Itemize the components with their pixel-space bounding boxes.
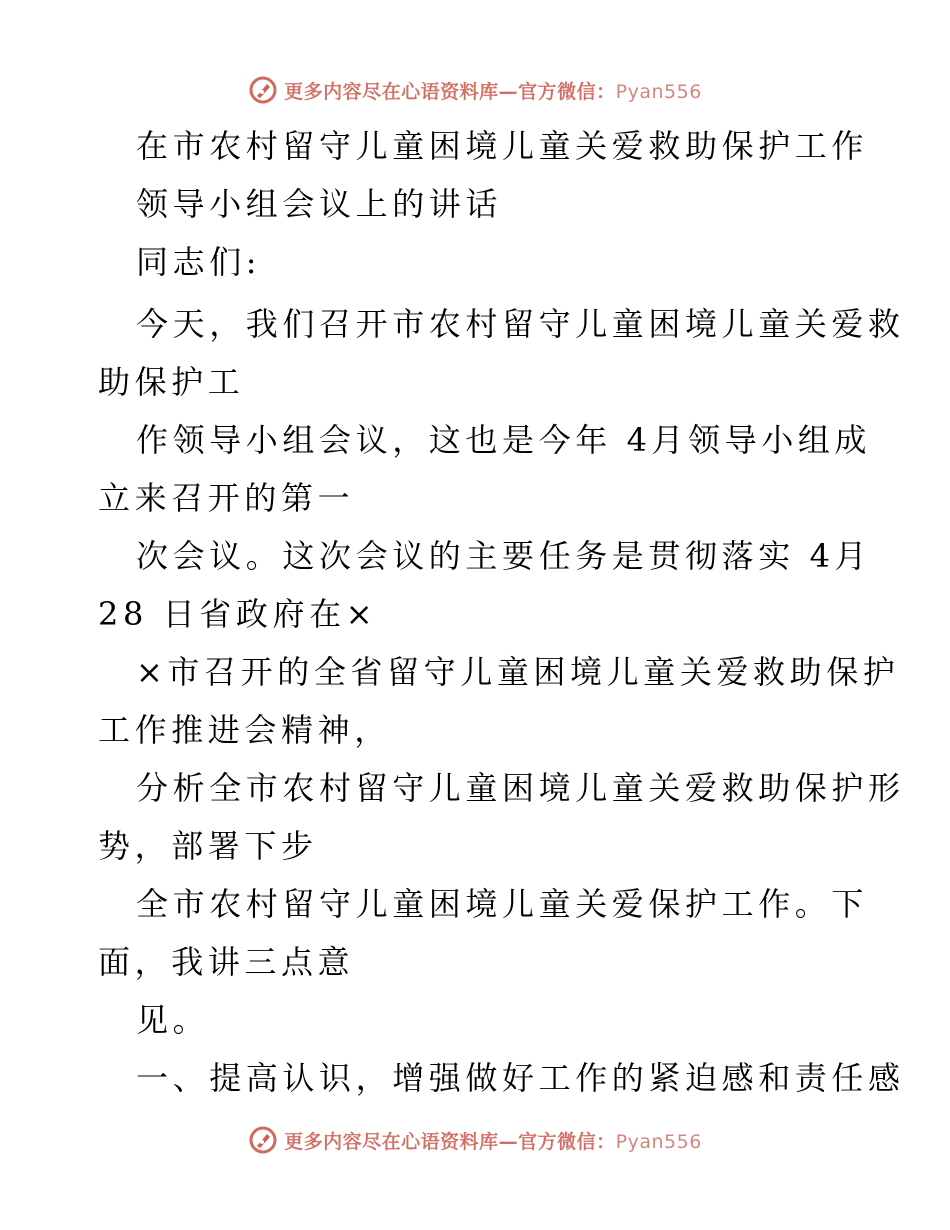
- footer-watermark-banner: [0, 1120, 950, 1160]
- paragraph-line: 作领导小组会议，这也是今年 4月领导小组成: [136, 421, 872, 459]
- watermark-text: 更多内容尽在心语资料库—官方微信：Pyan556: [284, 80, 702, 103]
- wechat-id: Pyan556: [615, 1130, 702, 1153]
- paragraph-line: 全市农村留守儿童困境儿童关爱保护工作。下: [136, 885, 869, 923]
- wechat-id: Pyan556: [615, 80, 702, 103]
- paragraph-line: 28 日省政府在×: [98, 595, 378, 633]
- watermark-text: 更多内容尽在心语资料库—官方微信：Pyan556: [284, 1130, 702, 1153]
- paragraph-line: 势，部署下步: [98, 827, 318, 865]
- paragraph-line: 面，我讲三点意: [98, 943, 355, 981]
- paragraph-line: 今天，我们召开市农村留守儿童困境儿童关爱救: [136, 305, 905, 343]
- header-watermark-banner: [0, 70, 950, 110]
- paragraph-line: 工作推进会精神，: [98, 711, 391, 749]
- paragraph-line: 助保护工: [98, 363, 245, 401]
- title-line-1: 在市农村留守儿童困境儿童关爱救助保护工作: [136, 127, 869, 165]
- title-line-2: 领导小组会议上的讲话: [136, 185, 503, 223]
- paragraph-line: 立来召开的第一: [98, 479, 355, 517]
- paragraph-line: ×市召开的全省留守儿童困境儿童关爱救助保护: [136, 653, 900, 691]
- pen-nib-circle-icon: [248, 75, 278, 105]
- paragraph-line: 分析全市农村留守儿童困境儿童关爱救助保护形: [136, 769, 905, 807]
- pen-nib-circle-icon: [248, 1125, 278, 1155]
- section-heading: 一、提高认识，增强做好工作的紧迫感和责任感: [136, 1059, 905, 1097]
- paragraph-line: 见。: [136, 1001, 210, 1039]
- salutation: 同志们:: [136, 243, 262, 281]
- paragraph-line: 次会议。这次会议的主要任务是贯彻落实 4月: [136, 537, 872, 575]
